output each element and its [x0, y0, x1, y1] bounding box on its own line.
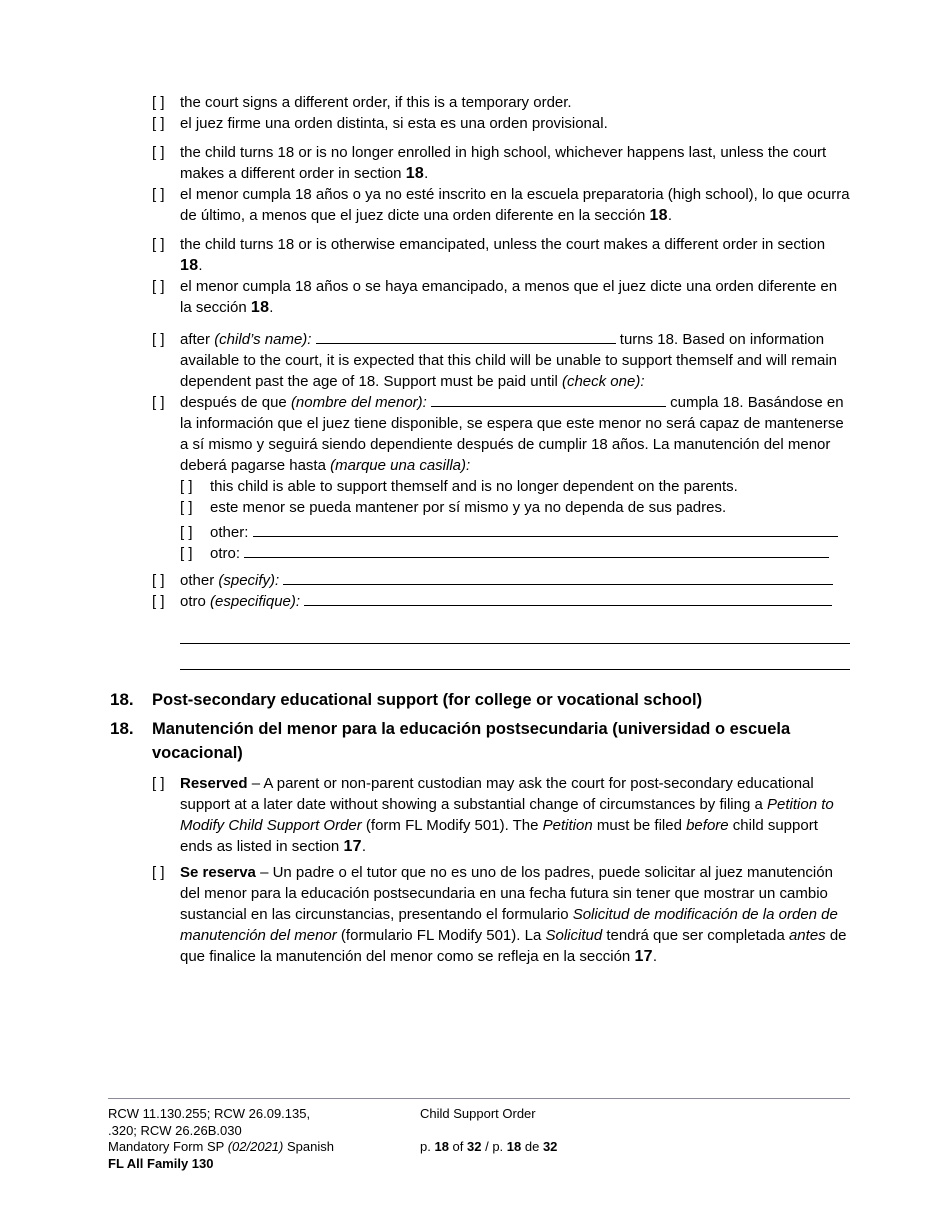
text-run: (especifique): [210, 593, 301, 610]
text-run: . [269, 299, 274, 316]
checkbox-label [180, 392, 850, 476]
text-run: (nombre del menor): [290, 394, 427, 411]
text-run: 32 [542, 1139, 558, 1154]
checkbox-item-other-en [180, 522, 850, 543]
text-run: antes [788, 927, 826, 944]
checkbox-label [180, 113, 850, 134]
checkbox-item-other-specify-es [152, 591, 850, 612]
checkbox-item-after-child-turns-18-es [152, 392, 850, 476]
text-run: después de que [180, 394, 291, 411]
fill-in-blank[interactable] [304, 605, 832, 606]
text-run: – A parent or non-parent custodian may ask the court for post-secondary educational support at a later date without showing a substantial change of circumstances by filing a [180, 775, 814, 813]
checkbox[interactable]: [ ] [152, 864, 165, 881]
checkbox[interactable]: [ ] [180, 478, 193, 495]
text-run [300, 593, 304, 610]
checkbox-item-emancipated-es [152, 276, 850, 318]
footer-form-info [108, 1106, 420, 1172]
text-run: other: [210, 524, 253, 541]
text-run: of [448, 1139, 468, 1154]
checkbox-item-after-child-turns-18-en [152, 329, 850, 392]
checkbox-label [180, 276, 850, 318]
text-run: 18 [434, 1139, 449, 1154]
text-run: child support ends as listed in section [180, 817, 818, 855]
section-number: 18. [110, 690, 134, 709]
footer-rcw-line-2: .320; RCW 26.26B.030 [108, 1122, 242, 1138]
text-run: Petition to Modify Child Support Order [180, 796, 834, 834]
checkbox-item-emancipated-en [152, 234, 850, 276]
text-run: Se reserva [180, 864, 256, 881]
fill-in-blank[interactable] [431, 406, 666, 407]
text-run: otro [180, 593, 211, 610]
text-run: . [424, 165, 429, 182]
text-run: el menor cumpla 18 años o ya no esté inscrito en la escuela preparatoria (high school), lo que ocurra de último, a menos que el juez dicte una orden diferente en la sección [180, 186, 850, 224]
section-18-heading-en [110, 688, 850, 712]
text-run: cumpla 18. Basándose en la información que el juez tiene disponible, se espera que este menor no será capaz de mantenerse a sí mismo y seguirá siendo dependiente después de cumplir 18 años. La manutención del menor deberá pagarse hasta [180, 394, 844, 474]
text-run: Petition [542, 817, 593, 834]
checkbox-label [180, 92, 850, 113]
text-run [427, 394, 431, 411]
checkbox-label [210, 497, 850, 518]
checkbox-label [180, 862, 850, 967]
text-run: Mandatory Form SP [108, 1139, 228, 1154]
text-run: p. [420, 1139, 435, 1154]
text-run: . [198, 257, 203, 274]
footer-mandatory-form [108, 1139, 420, 1156]
checkbox-label [180, 234, 850, 276]
checkbox-item-reserved-en [152, 773, 850, 857]
checkbox[interactable]: [ ] [152, 593, 165, 610]
text-run: Reserved [180, 775, 248, 792]
text-run: de que finalice la manutención del menor como se refleja en la sección [180, 927, 847, 965]
checkbox-label [180, 329, 850, 392]
footer-rcw-line-1: RCW 11.130.255; RCW 26.09.135, [108, 1106, 311, 1121]
page-number [420, 1139, 557, 1156]
checkbox[interactable]: [ ] [152, 94, 165, 111]
text-run: (check one): [561, 373, 645, 390]
text-run: Solicitud de modificación de la orden de manutención del menor [180, 906, 838, 944]
checkbox[interactable]: [ ] [152, 331, 165, 348]
checkbox[interactable]: [ ] [152, 236, 165, 253]
text-run: Spanish [283, 1139, 334, 1154]
text-run: – Un padre o el tutor que no es uno de los padres, puede solicitar al juez manutención del menor para la educación postsecundaria en una fecha futura sin tener que mostrar un cambio sustancial en las circunstancias, presentando el formulario [180, 864, 833, 923]
checkbox-item-reserved-es [152, 862, 850, 967]
text-run: (marque una casilla): [330, 457, 471, 474]
checkbox-label [180, 773, 850, 857]
text-run: 32 [467, 1139, 482, 1154]
checkbox[interactable]: [ ] [152, 115, 165, 132]
text-run: turns 18. Based on information available to the court, it is expected that this child will be unable to support themself and will remain dependent past the age of 18. Support must be paid until [180, 331, 838, 390]
text-run: tendrá que ser completada [602, 927, 789, 944]
checkbox-label [180, 570, 850, 591]
text-run: . [667, 207, 673, 224]
checkbox-label [210, 476, 850, 497]
text-run: otro: [210, 545, 245, 562]
checkbox[interactable]: [ ] [152, 278, 165, 295]
checkbox-item-turns-18-highschool-es [152, 184, 850, 226]
checkbox-label [180, 142, 850, 184]
checkbox-label [180, 591, 850, 612]
text-run: (formulario FL Modify 501). La [336, 927, 546, 944]
checkbox-item-other-es [180, 543, 850, 564]
checkbox[interactable]: [ ] [152, 186, 165, 203]
text-run: 18 [180, 257, 199, 274]
checkbox-label [210, 522, 850, 543]
text-run: Solicitud [545, 927, 603, 944]
checkbox[interactable]: [ ] [180, 499, 193, 516]
checkbox-item-child-supports-self-en [180, 476, 850, 497]
text-run: 18 [649, 207, 668, 224]
text-run: after [180, 331, 215, 348]
text-run: el menor cumpla 18 años o se haya emancipado, a menos que el juez dicte una orden diferente en la sección [180, 278, 838, 316]
checkbox-label [210, 543, 850, 564]
text-run: must be filed [592, 817, 687, 834]
fill-in-blank[interactable] [283, 584, 833, 585]
checkbox[interactable]: [ ] [152, 775, 165, 792]
text-run: / p. [481, 1139, 507, 1154]
fill-in-blank[interactable] [244, 557, 829, 558]
checkbox-item-turns-18-highschool-en [152, 142, 850, 184]
document-title: Child Support Order [420, 1106, 536, 1121]
section-18-heading-es [110, 717, 850, 765]
section-title: Manutención del menor para la educación postsecundaria (universidad o escuela vocacional) [152, 720, 791, 762]
text-run: 18 [405, 165, 425, 182]
fill-in-blank[interactable] [316, 343, 616, 344]
text-run: el juez firme una orden distinta, si esta es una orden provisional. [180, 115, 608, 132]
text-run: este menor se pueda mantener por sí mismo y ya no dependa de sus padres. [210, 499, 727, 516]
text-run: the child turns 18 or is otherwise emancipated, unless the court makes a different order in section [180, 236, 826, 253]
text-run: (02/2021) [227, 1139, 284, 1154]
text-run: other [180, 572, 219, 589]
text-run: the court signs a different order, if this is a temporary order. [180, 94, 572, 111]
checkbox[interactable]: [ ] [152, 144, 165, 161]
text-run: (child’s name): [214, 331, 312, 348]
text-run: (form FL Modify 501). The [361, 817, 543, 834]
text-run: before [686, 817, 729, 834]
text-run: 18 [506, 1139, 522, 1154]
text-run: (specify): [218, 572, 280, 589]
text-run: 17 [343, 838, 362, 855]
footer-form-number: FL All Family 130 [108, 1155, 214, 1171]
fill-in-blank-line[interactable] [180, 618, 850, 644]
footer-divider [108, 1098, 850, 1099]
section-title: Post-secondary educational support (for college or vocational school) [152, 691, 703, 709]
footer-spacer [420, 1123, 557, 1140]
text-run [311, 331, 315, 348]
checkbox[interactable]: [ ] [180, 524, 193, 541]
text-run: . [361, 838, 367, 855]
text-run: 18 [250, 299, 270, 316]
text-run: . [652, 948, 658, 965]
page-footer [108, 1098, 850, 1172]
checkbox-item-child-supports-self-es [180, 497, 850, 518]
text-run: the child turns 18 or is no longer enrolled in high school, whichever happens last, unless the court makes a different order in section [180, 144, 827, 182]
checkbox[interactable]: [ ] [180, 545, 193, 562]
checkbox-label [180, 184, 850, 226]
checkbox-item-temporary-order-en [152, 92, 850, 113]
fill-in-blank[interactable] [253, 536, 838, 537]
text-run: 17 [634, 948, 653, 965]
text-run [279, 572, 283, 589]
section-number: 18. [110, 719, 134, 738]
footer-document-title-block [420, 1106, 557, 1172]
text-run: de [521, 1139, 543, 1154]
checkbox-item-temporary-order-es [152, 113, 850, 134]
checkbox[interactable]: [ ] [152, 572, 165, 589]
checkbox[interactable]: [ ] [152, 394, 165, 411]
fill-in-blank-line[interactable] [180, 644, 850, 670]
text-run: this child is able to support themself and is no longer dependent on the parents. [210, 478, 738, 495]
checkbox-item-other-specify-en [152, 570, 850, 591]
